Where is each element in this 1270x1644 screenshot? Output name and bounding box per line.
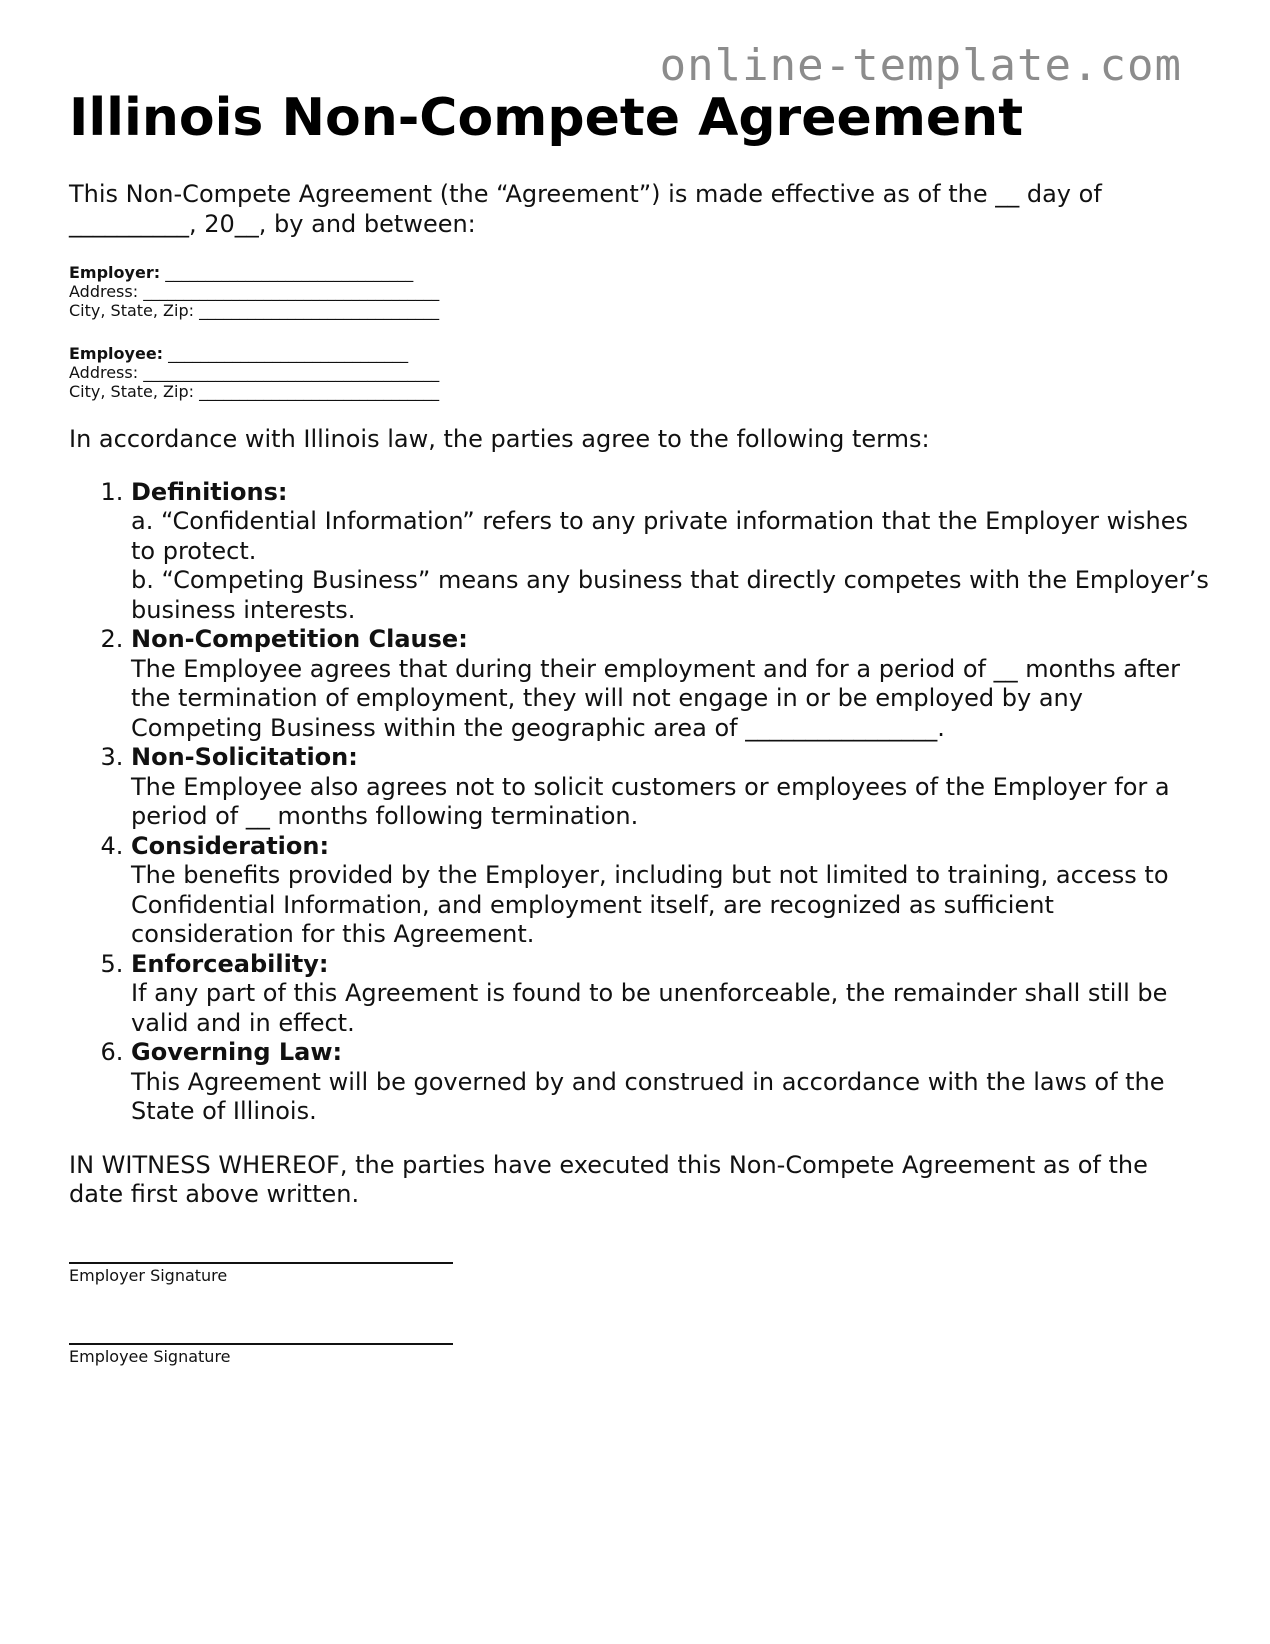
term-text: The Employee agrees that during their employment and for a period of __ months after the termination of employment, they will not engage in or be employed by any Competing Business within the geographic area of ________________. (131, 654, 1181, 742)
employee-signature-line (69, 1325, 453, 1345)
employee-section (69, 344, 1209, 401)
employer-label: Employer: (69, 263, 161, 282)
document-title: Illinois Non-Compete Agreement (69, 88, 1024, 148)
employee-signature-label: Employee Signature (69, 1346, 231, 1366)
employee-label: Employee: (69, 344, 164, 363)
term-text: If any part of this Agreement is found to be unenforceable, the remainder shall still be valid and in effect. (131, 979, 1168, 1037)
term-text: This Agreement will be governed by and construed in accordance with the laws of the State of Illinois. (131, 1067, 1165, 1125)
employer-name-line (69, 263, 1209, 282)
employer-city-line: City, State, Zip: ______________________________ (69, 301, 440, 320)
term-governing-law (131, 1038, 1209, 1127)
watermark: online-template.com (659, 40, 1182, 91)
witness-paragraph: IN WITNESS WHEREOF, the parties have executed this Non-Compete Agreement as of the date first above written. (69, 1150, 1148, 1208)
term-definitions (131, 478, 1209, 626)
term-heading: Non-Solicitation: (131, 743, 358, 771)
term-consideration (131, 832, 1209, 950)
employer-name-blank: _______________________________ (165, 263, 414, 282)
document-page (69, 80, 1209, 1366)
terms-lead: In accordance with Illinois law, the parties agree to the following terms: (69, 425, 930, 453)
term-text: The Employee also agrees not to solicit customers or employees of the Employer for a period of __ months following termination. (131, 772, 1170, 830)
term-text: b. “Competing Business” means any business that directly competes with the Employer’s business interests. (131, 566, 1209, 624)
employer-signature-label: Employer Signature (69, 1265, 228, 1285)
employee-signature-block (69, 1325, 1209, 1366)
term-heading: Consideration: (131, 831, 330, 860)
term-enforceability (131, 950, 1209, 1039)
employee-name-line (69, 344, 1209, 363)
employer-address-line: Address: _____________________________________ (69, 282, 440, 301)
term-heading: Non-Competition Clause: (131, 625, 468, 653)
employee-city-line: City, State, Zip: ______________________________ (69, 382, 440, 401)
term-heading: Governing Law: (131, 1038, 343, 1066)
term-non-solicitation (131, 743, 1209, 832)
term-non-competition (131, 625, 1209, 743)
employee-address-line: Address: _____________________________________ (69, 363, 440, 382)
term-text: The benefits provided by the Employer, including but not limited to training, access to Confidential Information, and employment itself, are recognized as sufficient consideration for this Agreement. (131, 861, 1169, 948)
employee-name-blank: ______________________________ (168, 344, 409, 363)
terms-list (69, 478, 1209, 1127)
term-text: a. “Confidential Information” refers to any private information that the Employer wishes to protect. (131, 507, 1188, 565)
intro-paragraph: This Non-Compete Agreement (the “Agreement”) is made effective as of the __ day of __________, 20__, by and between: (69, 180, 1102, 238)
employer-signature-block (69, 1244, 1209, 1285)
employer-section (69, 263, 1209, 320)
term-heading: Definitions: (131, 477, 288, 506)
employer-signature-line (69, 1244, 453, 1264)
term-heading: Enforceability: (131, 949, 329, 978)
